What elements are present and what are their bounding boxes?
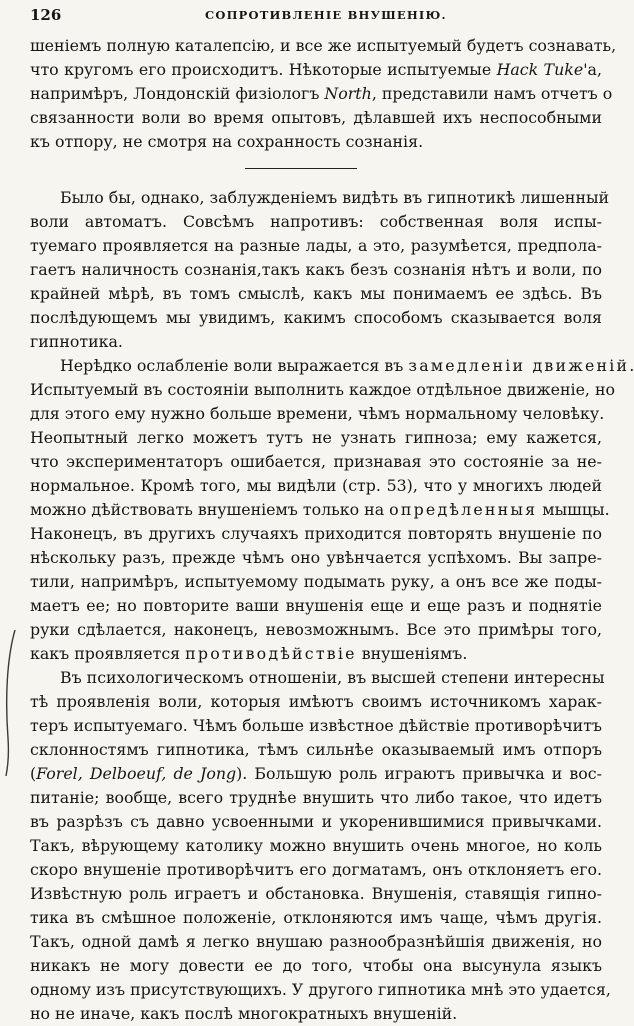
text-line: никакъ не могу довести ее до того, чтобы она высунула языкъ: [30, 956, 602, 975]
text-line: (Forel, Delboeuf, de Jong). Большую роль играютъ привычка и вос-: [30, 764, 602, 783]
text-line: что кругомъ его происходитъ. Нѣкоторые испытуемые Hack Tuke'а,: [30, 60, 602, 79]
text-line: склонностямъ гипнотика, тѣмъ сильнѣе оказываемый имъ отпоръ: [30, 740, 602, 759]
text-line: тили, напримѣръ, испытуемому подымать руку, а онъ все же поды-: [30, 572, 602, 591]
text-line: Въ психологическомъ отношеніи, въ высшей степени интересны: [60, 668, 605, 687]
page-header: [30, 6, 600, 26]
text-line: можно дѣйствовать внушеніемъ только на опредѣленныя мышцы.: [30, 500, 610, 519]
text-line: гаетъ наличность сознанія,такъ какъ безъ сознанія нѣтъ и воли, по: [30, 260, 602, 279]
text-line: Наконецъ, въ другихъ случаяхъ приходится повторять внушеніе по: [30, 524, 602, 543]
running-title: СОПРОТИВЛЕНІЕ ВНУШЕНІЮ.: [205, 8, 447, 22]
text-line: крайней мѣрѣ, въ томъ смыслѣ, какъ мы понимаемъ ее здѣсь. Въ: [30, 284, 602, 303]
text-line: Было бы, однако, заблужденіемъ видѣть въ гипнотикѣ лишенный: [60, 188, 610, 207]
text-line: какъ проявляется противодѣйствіе внушеніямъ.: [30, 644, 468, 663]
text-line: туемаго проявляется на разные лады, а это, разумѣется, предпола-: [30, 236, 602, 255]
text-line: но не иначе, какъ послѣ многократныхъ внушеній.: [30, 1004, 458, 1023]
text-line: связанности воли во время опытовъ, дѣлавшей ихъ неспособными: [30, 108, 602, 127]
text-line: гипнотика.: [30, 332, 123, 351]
text-line: шеніемъ полную каталепсію, и все же испытуемый будетъ сознавать,: [30, 36, 617, 55]
text-line: Такъ, вѣрующему католику можно внушить очень многое, но коль: [30, 836, 602, 855]
text-line: воли автоматъ. Совсѣмъ напротивъ: собственная воля испы-: [30, 212, 602, 231]
text-line: для этого ему нужно больше времени, чѣмъ нормальному человѣку.: [30, 404, 605, 423]
text-line: маетъ ее; но повторите ваши внушенія еще и еще разъ и поднятіе: [30, 596, 602, 615]
text-line: Извѣстную роль играетъ и обстановка. Внушенія, ставящія гипно-: [30, 884, 602, 903]
text-line: тѣ проявленія воли, которыя имѣютъ своимъ источникомъ харак-: [30, 692, 602, 711]
text-line: Неопытный легко можетъ тутъ не узнать гипноза; ему кажется,: [30, 428, 602, 447]
text-line: питаніе; вообще, всего труднѣе внушить что либо такое, что идетъ: [30, 788, 602, 807]
page-number: 126: [30, 6, 62, 24]
text-line: одному изъ присутствующихъ. У другого гипнотика мнѣ это удается,: [30, 980, 611, 999]
text-line: нормальное. Кромѣ того, мы видѣли (стр. 53), что у многихъ людей: [30, 476, 602, 495]
text-line: нѣскольку разъ, прежде чѣмъ оно увѣнчается успѣхомъ. Вы запре-: [30, 548, 602, 567]
text-line: теръ испытуемаго. Чѣмъ больше извѣстное дѣйствіе противорѣчитъ: [30, 716, 602, 735]
text-line: Испытуемый въ состояніи выполнить каждое отдѣльное движеніе, но: [30, 380, 616, 399]
main-text: [30, 186, 634, 1026]
text-line: въ разрѣзъ съ давно усвоенными и укоренившимися привычками.: [30, 812, 602, 831]
margin-pencil-mark: [0, 628, 22, 778]
text-line: Нерѣдко ослабленіе воли выражается въ замедленіи движеній.: [60, 356, 634, 375]
text-line: тика въ смѣшное положеніе, отклоняются имъ чаще, чѣмъ другія.: [30, 908, 602, 927]
text-line: руки сдѣлается, наконецъ, невозможнымъ. Все это примѣры того,: [30, 620, 602, 639]
text-line: напримѣръ, Лондонскій физіологъ North, представили намъ отчетъ о: [30, 84, 613, 103]
text-line: что экспериментаторъ ошибается, признавая это состояніе за не-: [30, 452, 602, 471]
text-line: послѣдующемъ мы увидимъ, какимъ способомъ сказывается воля: [30, 308, 602, 327]
text-line: Такъ, одной дамѣ я легко внушаю разнообразнѣйшія движенія, но: [30, 932, 602, 951]
section-divider: [245, 168, 357, 169]
text-line: скоро внушеніе противорѣчитъ его догматамъ, онъ отклоняетъ его.: [30, 860, 602, 879]
paragraph-continued: [30, 34, 617, 154]
text-line: къ отпору, не смотря на сохранность сознанія.: [30, 132, 424, 151]
